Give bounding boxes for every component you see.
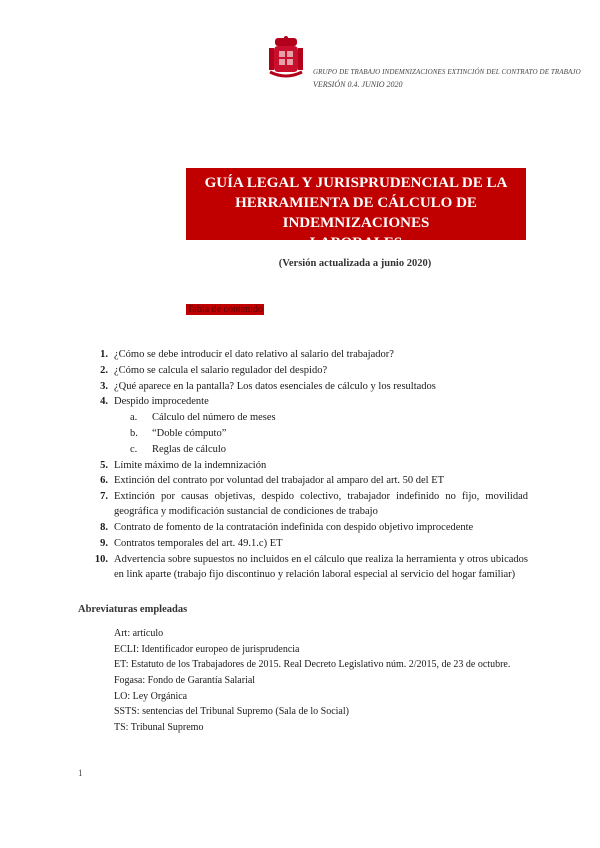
toc-item[interactable] — [92, 536, 528, 551]
toc-heading-label: Tabla de contenido — [187, 304, 263, 315]
document-title — [186, 168, 526, 251]
toc-item-text: Contratos temporales del art. 49.1.c) ET — [114, 537, 283, 549]
toc-subitem[interactable] — [92, 442, 528, 457]
toc-item-text: Advertencia sobre supuestos no incluidos en el cálculo que realiza la herramienta y otros ubicados en link aparte (trabajo fijo discontinuo y relación laboral especial al servicio del hogar familiar) — [114, 553, 528, 580]
table-of-contents — [92, 347, 528, 582]
abbreviation-item: Art: artículo — [114, 628, 164, 639]
title-line: LABORALES — [309, 235, 403, 251]
toc-item[interactable] — [92, 552, 528, 582]
toc-item-text: Extinción por causas objetivas, despido colectivo, trabajador indefinido no fijo, movilidad geográfica y modificación sustancial de condiciones de trabajo — [114, 491, 528, 518]
toc-subitem-text: Cálculo del número de meses — [152, 412, 276, 424]
toc-item[interactable] — [92, 473, 528, 488]
toc-item-text: ¿Qué aparece en la pantalla? Los datos esenciales de cálculo y los resultados — [114, 380, 436, 392]
toc-item-text: Contrato de fomento de la contratación indefinida con despido objetivo improcedente — [114, 521, 474, 533]
coat-of-arms-icon — [266, 36, 306, 80]
toc-item-text: Límite máximo de la indemnización — [114, 459, 267, 471]
abbreviation-item: Fogasa: Fondo de Garantía Salarial — [114, 675, 256, 687]
abbreviation-item: TS: Tribunal Supremo — [114, 722, 204, 734]
abbreviation-item: SSTS: sentencias del Tribunal Supremo (Sala de lo Social) — [114, 706, 349, 718]
toc-item[interactable] — [92, 379, 528, 394]
toc-item-number: 10. — [94, 553, 108, 565]
toc-subitem-letter: a. — [130, 412, 138, 424]
abbreviation-item: LO: Ley Orgánica — [114, 690, 188, 702]
toc-item-number: 9. — [100, 537, 108, 549]
title-line: HERRAMIENTA DE CÁLCULO DE INDEMNIZACIONES — [235, 195, 477, 231]
header-group-text: GRUPO DE TRABAJO INDEMNIZACIONES EXTINCIÓN DEL CONTRATO DE TRABAJO — [313, 68, 581, 76]
toc-heading[interactable] — [186, 304, 264, 315]
toc-item-number: 4. — [100, 396, 108, 408]
toc-item[interactable] — [92, 347, 528, 362]
toc-item-number: 6. — [100, 475, 108, 487]
toc-item[interactable] — [92, 363, 528, 378]
page-number: 1 — [78, 768, 83, 778]
abbreviations-heading: Abreviaturas empleadas — [78, 604, 188, 615]
toc-subitem-text: “Doble cómputo” — [152, 427, 227, 439]
title-line: GUÍA LEGAL Y JURISPRUDENCIAL DE LA — [204, 175, 508, 191]
toc-item-number: 2. — [100, 364, 108, 376]
abbreviations-list — [114, 627, 532, 737]
toc-item-number: 1. — [100, 349, 108, 360]
toc-subitem-text: Reglas de cálculo — [152, 443, 227, 455]
toc-item[interactable] — [92, 489, 528, 519]
toc-item-number: 7. — [100, 491, 108, 503]
abbreviation-item: ET: Estatuto de los Trabajadores de 2015. Real Decreto Legislativo núm. 2/2015, de 23 de octubre. — [114, 659, 511, 671]
toc-item[interactable] — [92, 458, 528, 473]
toc-subitem-letter: b. — [130, 427, 138, 439]
toc-item-text: ¿Cómo se debe introducir el dato relativo al salario del trabajador? — [114, 349, 394, 360]
toc-item-number: 5. — [100, 459, 108, 471]
toc-item-text: Despido improcedente — [114, 396, 209, 408]
version-line: (Versión actualizada a junio 2020) — [278, 258, 432, 269]
toc-item[interactable] — [92, 394, 528, 409]
toc-item-number: 3. — [100, 380, 108, 392]
toc-item-number: 8. — [100, 521, 108, 533]
abbreviation-item: ECLI: Identificador europeo de jurisprudencia — [114, 643, 300, 655]
toc-item-text: ¿Cómo se calcula el salario regulador del despido? — [114, 364, 328, 376]
header-version-text: VERSIÓN 0.4. JUNIO 2020 — [313, 80, 403, 89]
toc-item-text: Extinción del contrato por voluntad del trabajador al amparo del art. 50 del ET — [114, 475, 445, 487]
toc-item[interactable] — [92, 520, 528, 535]
toc-subitem[interactable] — [92, 426, 528, 441]
toc-subitem[interactable] — [92, 410, 528, 425]
toc-subitem-letter: c. — [130, 443, 138, 455]
